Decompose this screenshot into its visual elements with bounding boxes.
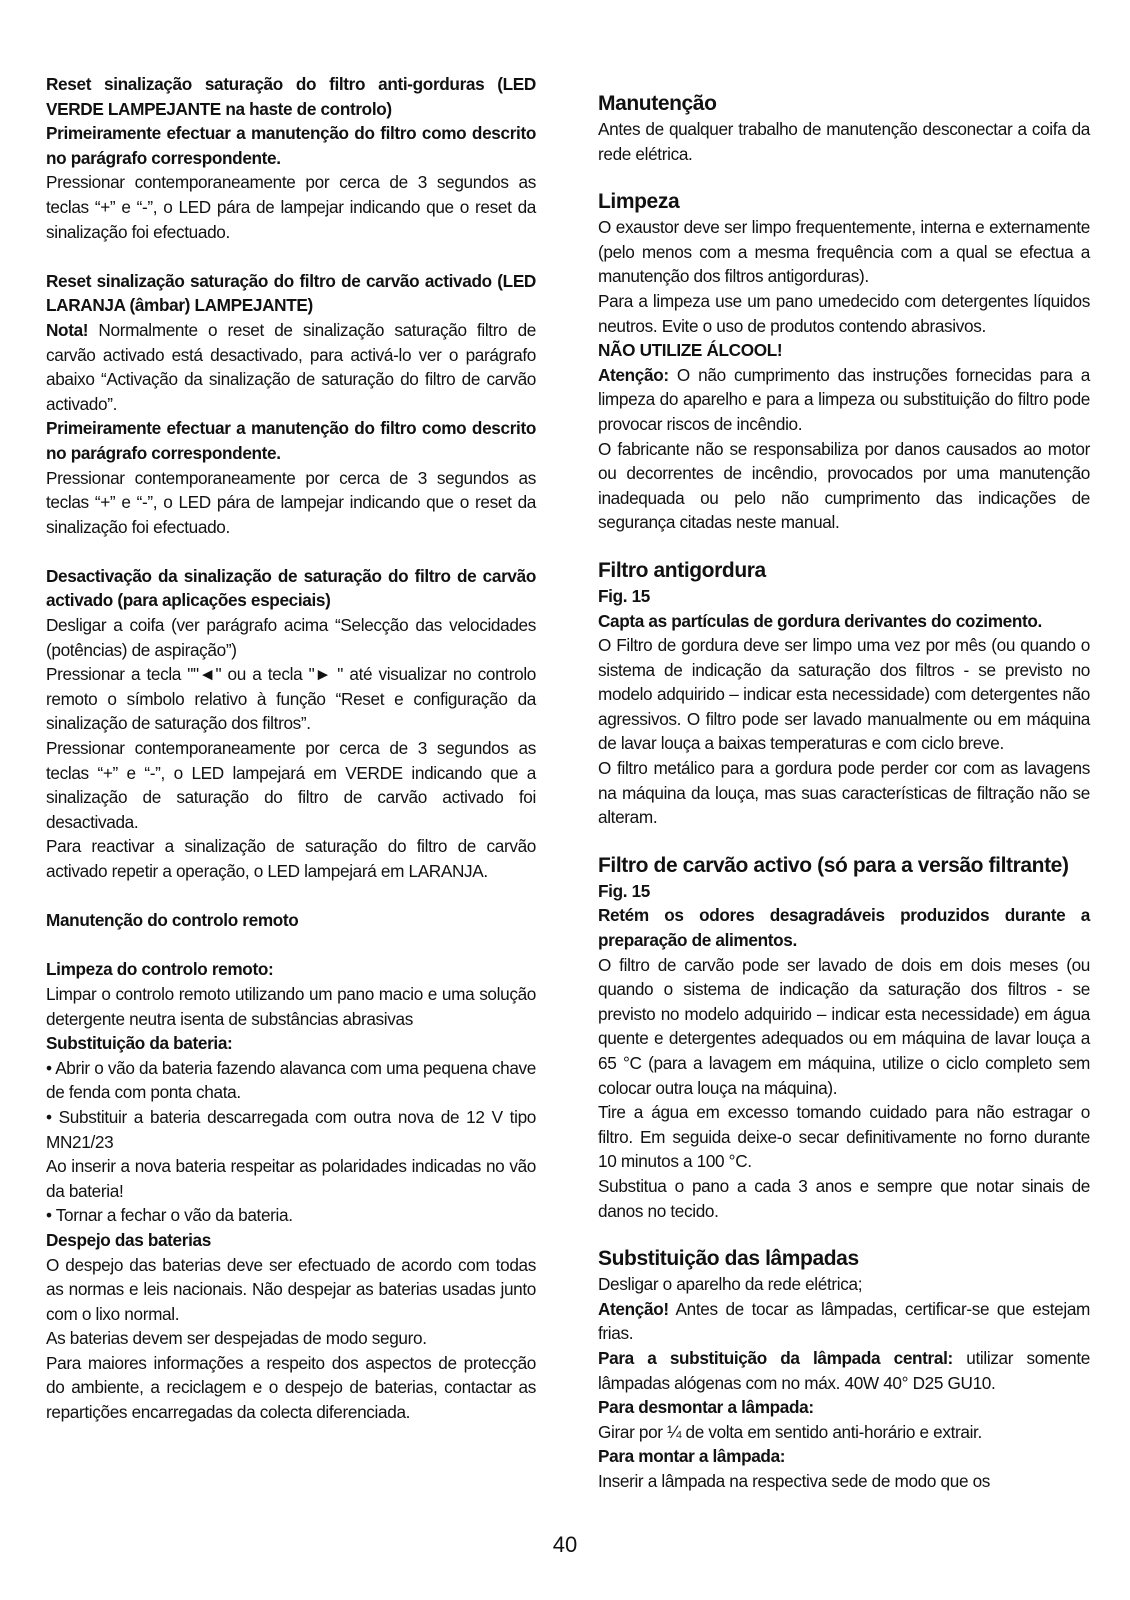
note-text: Normalmente o reset de sinalização saturação filtro de carvão activado está desactivado, para activá-lo ver o parágrafo abaixo “Activação da sinalização de saturação do filtro de carvão activado”. <box>46 319 536 414</box>
summary-bold: Retém os odores desagradáveis produzidos durante a preparação de alimentos. <box>598 905 1090 951</box>
paragraph: Limpar o controlo remoto utilizando um pano macio e uma solução detergente neutra isenta de substâncias abrasivas <box>46 983 536 1029</box>
paragraph: As baterias devem ser despejadas de modo seguro. <box>46 1328 427 1349</box>
paragraph: O filtro de carvão pode ser lavado de dois em dois meses (ou quando o sistema de indicação da saturação dos filtros - se previsto no modelo adquirido – indicar esta necessidade) em água quente e detergentes adequados ou em máquina de lavar louça a 65 °C (para a lavagem em máquina, utilize o ciclo completo sem colocar outra louça na máquina). <box>598 954 1090 1098</box>
section-title-desactivacao: Desactivação da sinalização de saturação do filtro de carvão activado (para aplicações especiais) <box>46 565 536 611</box>
paragraph: Girar por ¼ de volta em sentido anti-horário e extrair. <box>598 1421 982 1442</box>
right-column <box>598 90 1090 1494</box>
central-lamp-text: utilizar somente lâmpadas alógenas com no máx. 40W 40° D25 GU10. <box>598 1347 1090 1393</box>
note-paragraph <box>46 318 536 416</box>
heading-filtro-carvao: Filtro de carvão activo (só para a versão filtrante) <box>598 853 1069 877</box>
paragraph: O Filtro de gordura deve ser limpo uma vez por mês (ou quando o sistema de indicação da saturação dos filtros - se previsto no modelo adquirido – indicar esta necessidade) com detergentes não agressivos. O filtro pode ser lavado manualmente ou em máquina de lavar louça a baixas temperaturas e com ciclo breve. <box>598 635 1090 754</box>
paragraph: O exaustor deve ser limpo frequentemente, interna e externamente (pelo menos com a mesma frequência com a qual se efectua a manutenção dos filtros antigorduras). <box>598 217 1090 287</box>
paragraph: Ao inserir a nova bateria respeitar as polaridades indicadas no vão da bateria! <box>46 1156 536 1201</box>
attention-paragraph <box>598 363 1090 437</box>
heading-substituicao-lampadas: Substituição das lâmpadas <box>598 1247 859 1271</box>
note-label: Nota! <box>46 319 89 340</box>
attention-text: O não cumprimento das instruções fornecidas para a limpeza do aparelho e para a limpeza ou substituição do filtro pode provocar riscos de incêndio. <box>598 364 1090 434</box>
subsection-title-limpeza-controlo: Limpeza do controlo remoto: <box>46 959 274 980</box>
heading-manutencao: Manutenção <box>598 92 717 115</box>
bullet-item: • Substituir a bateria descarregada com outra nova de 12 V tipo MN21/23 <box>46 1106 536 1152</box>
paragraph: O filtro metálico para a gordura pode perder cor com as lavagens na máquina da louça, mas suas características de filtração não se alteram. <box>598 758 1090 828</box>
paragraph: O fabricante não se responsabiliza por danos causados ao motor ou decorrentes de incêndio, provocados por uma manutenção inadequada ou pelo não cumprimento das indicações de segurança citadas neste manual. <box>598 438 1090 533</box>
paragraph: Tire a água em excesso tomando cuidado para não estragar o filtro. Em seguida deixe-o secar definitivamente no forno durante 10 minutos a 100 °C. <box>598 1102 1090 1172</box>
section-title-manutencao-controlo: Manutenção do controlo remoto <box>46 910 299 931</box>
attention-paragraph <box>598 1297 1090 1346</box>
subsection-title-despejo: Despejo das baterias <box>46 1229 211 1250</box>
paragraph: Pressionar contemporaneamente por cerca de 3 segundos as teclas “+” e “-”, o LED pára de lampejar indicando que o reset da sinalização foi efectuado. <box>46 467 536 537</box>
bullet-item: • Abrir o vão da bateria fazendo alavanca com uma pequena chave de fenda com ponta chata. <box>46 1057 536 1103</box>
paragraph: Para reactivar a sinalização de saturação do filtro de carvão activado repetir a operação, o LED lampejará em LARANJA. <box>46 836 536 881</box>
summary-bold: Capta as partículas de gordura derivantes do cozimento. <box>598 610 1042 631</box>
paragraph: Desligar a coifa (ver parágrafo acima “Selecção das velocidades (potências) de aspiração”) <box>46 615 536 660</box>
paragraph: O despejo das baterias deve ser efectuado de acordo com todas as normas e leis nacionais. Não despejar as baterias usadas junto com o lixo normal. <box>46 1254 536 1324</box>
paragraph: Para maiores informações a respeito dos aspectos de protecção do ambiente, a reciclagem e o despejo de baterias, contactar as repartições encarregadas da colecta diferenciada. <box>46 1352 536 1423</box>
instruction-bold: Primeiramente efectuar a manutenção do filtro como descrito no parágrafo correspondente. <box>46 123 536 168</box>
section-title-reset-antigordura: Reset sinalização saturação do filtro anti-gorduras (LED VERDE LAMPEJANTE na haste de controlo) <box>46 74 536 119</box>
figure-reference: Fig. 15 <box>598 585 650 606</box>
paragraph: Pressionar contemporaneamente por cerca de 3 segundos as teclas “+” e “-”, o LED lampejará em VERDE indicando que a sinalização de saturação do filtro de carvão activado foi desactivada. <box>46 738 536 832</box>
instruction-bold: Primeiramente efectuar a manutenção do filtro como descrito no parágrafo correspondente. <box>46 418 536 463</box>
attention-label: Atenção! <box>598 1298 669 1319</box>
subsection-title-bateria: Substituição da bateria: <box>46 1033 233 1054</box>
heading-filtro-antigordura: Filtro antigordura <box>598 558 766 582</box>
central-lamp-paragraph <box>598 1346 1090 1395</box>
paragraph: Inserir a lâmpada na respectiva sede de modo que os <box>598 1470 991 1491</box>
paragraph: Pressionar a tecla ""◄" ou a tecla "► " até visualizar no controlo remoto o símbolo relativo à função “Reset e configuração da sinalização de saturação dos filtros”. <box>46 664 536 734</box>
page-number: 40 <box>552 1532 578 1557</box>
central-lamp-label: Para a substituição da lâmpada central: <box>598 1347 953 1368</box>
heading-limpeza: Limpeza <box>598 190 680 214</box>
paragraph: Desligar o aparelho da rede elétrica; <box>598 1274 863 1295</box>
paragraph: Antes de qualquer trabalho de manutenção desconectar a coifa da rede elétrica. <box>598 119 1090 164</box>
paragraph: Substitua o pano a cada 3 anos e sempre que notar sinais de danos no tecido. <box>598 1175 1090 1221</box>
left-column <box>46 72 536 1425</box>
attention-label: Atenção: <box>598 364 669 385</box>
attention-text: Antes de tocar as lâmpadas, certificar-se que estejam frias. <box>598 1298 1090 1344</box>
bullet-item: • Tornar a fechar o vão da bateria. <box>46 1205 293 1226</box>
paragraph: Para a limpeza use um pano umedecido com detergentes líquidos neutros. Evite o uso de produtos contendo abrasivos. <box>598 290 1090 336</box>
subheading-montar: Para montar a lâmpada: <box>598 1446 786 1467</box>
paragraph: Pressionar contemporaneamente por cerca de 3 segundos as teclas “+” e “-”, o LED pára de lampejar indicando que o reset da sinalização foi efectuado. <box>46 172 536 242</box>
subheading-desmontar: Para desmontar a lâmpada: <box>598 1397 814 1418</box>
section-title-reset-carvao: Reset sinalização saturação do filtro de carvão activado (LED LARANJA (âmbar) LAMPEJANTE) <box>46 270 536 316</box>
figure-reference: Fig. 15 <box>598 880 650 901</box>
warning-no-alcohol: NÃO UTILIZE ÁLCOOL! <box>598 340 783 361</box>
